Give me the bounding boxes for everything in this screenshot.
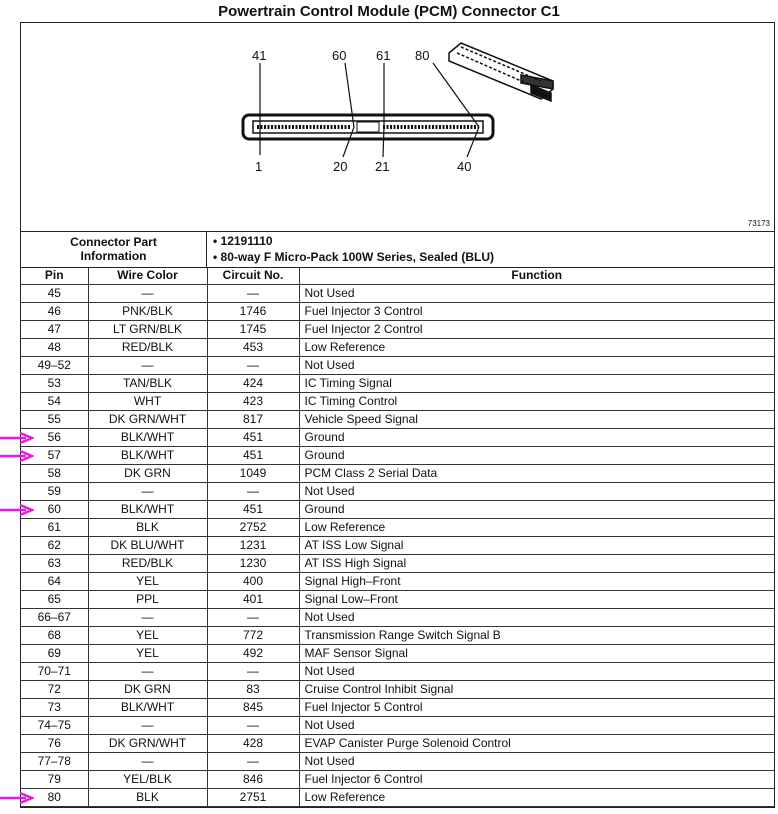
pin-label-60: 60 [332, 48, 347, 63]
table-row [21, 501, 774, 519]
table-row [21, 483, 774, 501]
cell-pin: 72 [21, 681, 88, 699]
cell-wire-color: DK GRN/WHT [88, 411, 207, 429]
cell-circuit-no: — [207, 357, 299, 375]
cell-circuit-no: 424 [207, 375, 299, 393]
cell-function: Ground [299, 501, 774, 519]
cell-wire-color: DK GRN [88, 681, 207, 699]
cell-wire-color: — [88, 663, 207, 681]
table-row [21, 609, 774, 627]
table-header-row [21, 267, 774, 285]
table-row [21, 717, 774, 735]
cell-circuit-no: 1230 [207, 555, 299, 573]
cell-function: Ground [299, 447, 774, 465]
cell-pin: 56 [21, 429, 88, 447]
cell-wire-color: BLK/WHT [88, 429, 207, 447]
part-info-values [213, 233, 494, 265]
cell-function: PCM Class 2 Serial Data [299, 465, 774, 483]
highlight-arrow-icon [0, 792, 34, 804]
cell-wire-color: TAN/BLK [88, 375, 207, 393]
cell-pin: 59 [21, 483, 88, 501]
cell-pin: 55 [21, 411, 88, 429]
cell-function: MAF Sensor Signal [299, 645, 774, 663]
cell-function: Not Used [299, 609, 774, 627]
table-row [21, 645, 774, 663]
cell-pin: 77–78 [21, 753, 88, 771]
pin-label-40: 40 [457, 159, 472, 174]
table-row [21, 735, 774, 753]
cell-wire-color: — [88, 609, 207, 627]
part-info-label-line1: Connector Part [70, 235, 157, 249]
cell-pin: 53 [21, 375, 88, 393]
pin-label-41: 41 [252, 48, 267, 63]
cell-function: Transmission Range Switch Signal B [299, 627, 774, 645]
cell-wire-color: YEL/BLK [88, 771, 207, 789]
cell-circuit-no: 451 [207, 447, 299, 465]
connector-part-info [21, 231, 774, 268]
connector-diagram [21, 23, 774, 232]
cell-pin: 68 [21, 627, 88, 645]
cell-wire-color: — [88, 753, 207, 771]
cell-function: Not Used [299, 663, 774, 681]
cell-circuit-no: 423 [207, 393, 299, 411]
cell-wire-color: YEL [88, 627, 207, 645]
cell-function: IC Timing Control [299, 393, 774, 411]
cell-pin: 66–67 [21, 609, 88, 627]
cell-pin: 45 [21, 285, 88, 303]
table-row [21, 537, 774, 555]
table-row [21, 771, 774, 789]
cell-pin: 60 [21, 501, 88, 519]
pin-table [21, 267, 774, 807]
cell-pin: 54 [21, 393, 88, 411]
cell-circuit-no: 846 [207, 771, 299, 789]
cell-function: Not Used [299, 753, 774, 771]
cell-wire-color: BLK [88, 789, 207, 807]
table-row [21, 663, 774, 681]
cell-wire-color: YEL [88, 573, 207, 591]
cell-function: EVAP Canister Purge Solenoid Control [299, 735, 774, 753]
cell-pin: 48 [21, 339, 88, 357]
cell-pin: 73 [21, 699, 88, 717]
highlight-arrow-icon [0, 432, 34, 444]
cell-function: Not Used [299, 285, 774, 303]
cell-circuit-no: 845 [207, 699, 299, 717]
cell-pin: 49–52 [21, 357, 88, 375]
cell-wire-color: RED/BLK [88, 555, 207, 573]
cell-wire-color: BLK [88, 519, 207, 537]
cell-function: AT ISS Low Signal [299, 537, 774, 555]
table-row [21, 393, 774, 411]
pin-label-61: 61 [376, 48, 391, 63]
cell-pin: 64 [21, 573, 88, 591]
cell-circuit-no: — [207, 483, 299, 501]
cell-wire-color: LT GRN/BLK [88, 321, 207, 339]
part-info-label-line2: Information [80, 249, 147, 263]
cell-circuit-no: — [207, 717, 299, 735]
connector-key [357, 122, 379, 132]
cell-pin: 69 [21, 645, 88, 663]
cell-circuit-no: — [207, 753, 299, 771]
cell-wire-color: WHT [88, 393, 207, 411]
cell-wire-color: — [88, 285, 207, 303]
table-row [21, 321, 774, 339]
cell-circuit-no: 1231 [207, 537, 299, 555]
table-row [21, 429, 774, 447]
cell-function: IC Timing Signal [299, 375, 774, 393]
cell-circuit-no: 2751 [207, 789, 299, 807]
table-row [21, 519, 774, 537]
cell-circuit-no: 1746 [207, 303, 299, 321]
cell-circuit-no: 1745 [207, 321, 299, 339]
cell-circuit-no: 428 [207, 735, 299, 753]
cell-pin: 57 [21, 447, 88, 465]
cell-circuit-no: — [207, 285, 299, 303]
cell-function: Fuel Injector 5 Control [299, 699, 774, 717]
cell-pin: 76 [21, 735, 88, 753]
column-header-circuit-no: Circuit No. [207, 267, 299, 285]
table-row [21, 591, 774, 609]
part-description: • 80-way F Micro-Pack 100W Series, Sealed (BLU) [213, 250, 494, 264]
cell-wire-color: DK GRN/WHT [88, 735, 207, 753]
pin-label-20: 20 [333, 159, 348, 174]
mating-connector [449, 43, 553, 101]
part-number: • 12191110 [213, 234, 273, 248]
table-row [21, 339, 774, 357]
table-row [21, 753, 774, 771]
column-header-pin: Pin [21, 267, 88, 285]
pin-label-80: 80 [415, 48, 430, 63]
table-row [21, 465, 774, 483]
table-row [21, 285, 774, 303]
cell-wire-color: — [88, 483, 207, 501]
table-row [21, 555, 774, 573]
cell-function: Fuel Injector 3 Control [299, 303, 774, 321]
cell-pin: 58 [21, 465, 88, 483]
cell-function: Low Reference [299, 519, 774, 537]
cell-function: Fuel Injector 6 Control [299, 771, 774, 789]
cell-function: Not Used [299, 357, 774, 375]
cell-circuit-no: 772 [207, 627, 299, 645]
connector-illustration [21, 23, 774, 231]
cell-wire-color: RED/BLK [88, 339, 207, 357]
cell-pin: 79 [21, 771, 88, 789]
table-row [21, 627, 774, 645]
cell-circuit-no: 451 [207, 429, 299, 447]
cell-function: Signal Low–Front [299, 591, 774, 609]
table-row [21, 573, 774, 591]
cell-circuit-no: 1049 [207, 465, 299, 483]
table-row [21, 303, 774, 321]
cell-function: Cruise Control Inhibit Signal [299, 681, 774, 699]
cell-pin: 47 [21, 321, 88, 339]
cell-wire-color: BLK/WHT [88, 447, 207, 465]
cell-circuit-no: 400 [207, 573, 299, 591]
cell-wire-color: BLK/WHT [88, 501, 207, 519]
cell-circuit-no: 817 [207, 411, 299, 429]
cell-circuit-no: — [207, 609, 299, 627]
table-row [21, 411, 774, 429]
cell-pin: 62 [21, 537, 88, 555]
cell-wire-color: — [88, 357, 207, 375]
cell-circuit-no: — [207, 663, 299, 681]
cell-function: AT ISS High Signal [299, 555, 774, 573]
cell-circuit-no: 401 [207, 591, 299, 609]
cell-function: Ground [299, 429, 774, 447]
cell-pin: 63 [21, 555, 88, 573]
cell-pin: 80 [21, 789, 88, 807]
cell-wire-color: BLK/WHT [88, 699, 207, 717]
cell-pin: 65 [21, 591, 88, 609]
cell-function: Not Used [299, 483, 774, 501]
cell-wire-color: — [88, 717, 207, 735]
figure-number: 73173 [747, 219, 770, 228]
connector-sheet [20, 22, 775, 808]
page-title: Powertrain Control Module (PCM) Connector C1 [218, 3, 560, 20]
cell-function: Low Reference [299, 789, 774, 807]
cell-wire-color: PNK/BLK [88, 303, 207, 321]
cell-function: Vehicle Speed Signal [299, 411, 774, 429]
cell-circuit-no: 451 [207, 501, 299, 519]
cell-pin: 61 [21, 519, 88, 537]
table-row [21, 375, 774, 393]
cell-circuit-no: 492 [207, 645, 299, 663]
cell-wire-color: DK GRN [88, 465, 207, 483]
highlight-arrow-icon [0, 504, 34, 516]
table-row [21, 357, 774, 375]
pin-label-1: 1 [255, 159, 263, 174]
cell-pin: 74–75 [21, 717, 88, 735]
table-row [21, 789, 774, 807]
table-row [21, 699, 774, 717]
cell-circuit-no: 453 [207, 339, 299, 357]
column-header-function: Function [299, 267, 774, 285]
cell-wire-color: YEL [88, 645, 207, 663]
cell-circuit-no: 83 [207, 681, 299, 699]
cell-function: Fuel Injector 2 Control [299, 321, 774, 339]
pin-label-21: 21 [375, 159, 390, 174]
cell-function: Not Used [299, 717, 774, 735]
cell-pin: 46 [21, 303, 88, 321]
cell-function: Signal High–Front [299, 573, 774, 591]
cell-pin: 70–71 [21, 663, 88, 681]
cell-function: Low Reference [299, 339, 774, 357]
table-row [21, 681, 774, 699]
highlight-arrow-icon [0, 450, 34, 462]
cell-wire-color: PPL [88, 591, 207, 609]
column-header-wire-color: Wire Color [88, 267, 207, 285]
part-info-label [21, 231, 207, 267]
cell-circuit-no: 2752 [207, 519, 299, 537]
table-row [21, 447, 774, 465]
cell-wire-color: DK BLU/WHT [88, 537, 207, 555]
